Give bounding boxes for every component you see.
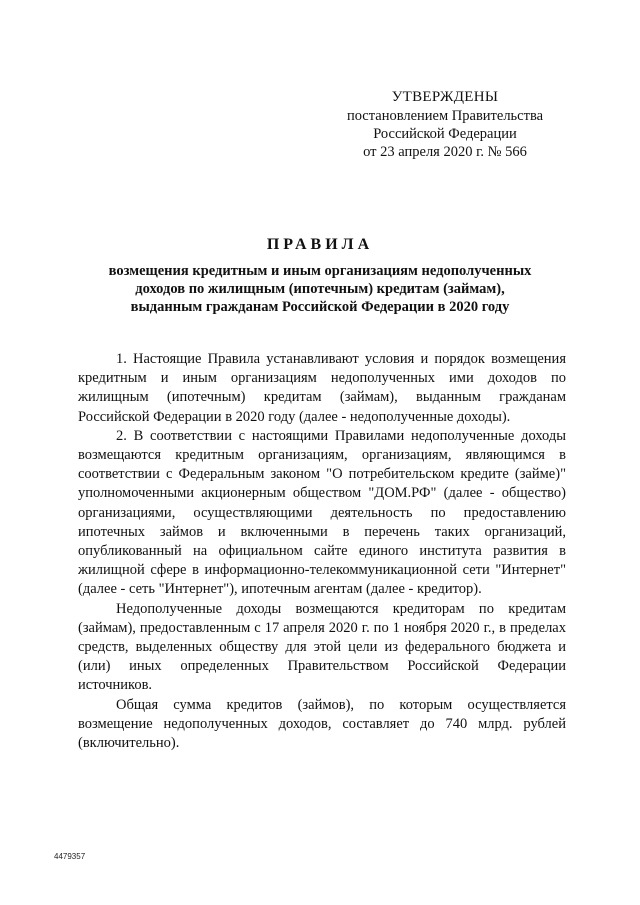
- document-subtitle: [80, 262, 560, 316]
- approval-block: [330, 88, 560, 161]
- paragraph-1: 1. Настоящие Правила устанавливают условия и порядок возмещения кредитным и иным организациям недополученных ими доходов по жилищным (ипотечным) кредитам (займам), выданным гражданам Российской Федерации в 2020 году (далее - недополученные доходы).: [78, 351, 566, 425]
- approval-line-2: Российской Федерации: [373, 126, 517, 142]
- document-title: ПРАВИЛА: [266, 236, 374, 253]
- paragraph-2: 2. В соответствии с настоящими Правилами недополученные доходы возмещаются кредитным организациям, организациям, являющимся в соответствии с Федеральным законом "О потребительском кредите (займе)" уполномоченными акционерным обществом "ДОМ.РФ" (далее - общество) организациями, осуществляющими деятельность по предоставлению ипотечных займов и включенными в перечень таких организаций, опубликованный на официальном сайте единого института развития в жилищной сфере в информационно-телекоммуникационной сети "Интернет" (далее - сеть "Интернет"), ипотечным агентам (далее - кредитор).: [78, 427, 566, 598]
- approval-line-1: постановлением Правительства: [346, 108, 544, 124]
- approval-heading: УТВЕРЖДЕНЫ: [391, 89, 499, 105]
- paragraph-3: Недополученные доходы возмещаются кредиторам по кредитам (займам), предоставленным с 17 апреля 2020 г. по 1 ноября 2020 г., в пределах средств, выделенных обществу для этой цели из федерального бюджета и (или) иных определенных Правительством Российской Федерации источников.: [78, 600, 566, 694]
- subtitle-line-3: выданным гражданам Российской Федерации в 2020 году: [130, 299, 510, 315]
- document-body: [78, 350, 566, 753]
- paragraph-4: Общая сумма кредитов (займов), по которым осуществляется возмещение недополученных доходов, составляет до 740 млрд. рублей (включительно).: [78, 696, 566, 752]
- subtitle-line-1: возмещения кредитным и иным организациям недополученных: [108, 263, 532, 279]
- approval-line-3: от 23 апреля 2020 г. № 566: [363, 144, 527, 160]
- document-number: 4479357: [54, 852, 86, 861]
- subtitle-line-2: доходов по жилищным (ипотечным) кредитам (займам),: [135, 281, 505, 297]
